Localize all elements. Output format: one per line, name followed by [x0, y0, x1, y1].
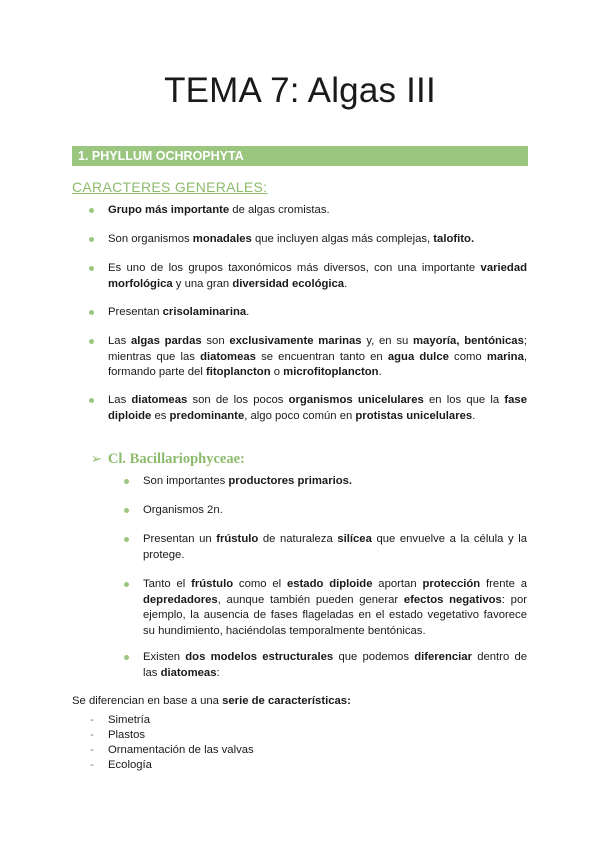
- text-run: Existen: [143, 651, 186, 663]
- list-item: [143, 503, 527, 519]
- text-run: Presentan un: [143, 533, 217, 545]
- dash-item-label: Ornamentación de las valvas: [108, 744, 254, 756]
- list-item: [143, 532, 527, 563]
- text-run: que podemos: [333, 651, 415, 663]
- list-item: [143, 474, 527, 490]
- text-run: , aunque también pueden generar: [217, 593, 404, 606]
- bold-text: protistas unicelulares: [355, 409, 473, 422]
- text-run: Organismos 2n.: [143, 504, 223, 516]
- text-run: Las: [108, 394, 132, 406]
- bold-text: diatomeas: [200, 350, 256, 363]
- text-run: de naturaleza: [258, 533, 338, 545]
- bold-text: monadales: [192, 233, 252, 245]
- arrow-bullet-icon: ➢: [91, 452, 102, 467]
- bullet-dot-icon: [89, 208, 94, 213]
- dash-item: [90, 744, 254, 756]
- dash-item-label: Ecología: [108, 759, 152, 771]
- bullet-dot-icon: [124, 479, 129, 484]
- intro-paragraph: [72, 695, 351, 707]
- bullet-dot-icon: [124, 582, 129, 587]
- bold-text: talofito.: [433, 233, 475, 245]
- list-item: [108, 305, 527, 321]
- text-run: dentro de las: [143, 651, 528, 679]
- bold-text: serie de características:: [222, 695, 351, 707]
- text-run: Tanto el: [143, 578, 192, 590]
- bold-text: estado diploide: [286, 578, 373, 590]
- text-run: en los que la: [423, 394, 505, 406]
- bold-text: diatomeas: [131, 394, 188, 406]
- bullet-dot-icon: [124, 508, 129, 513]
- dash-item: [90, 714, 151, 726]
- bold-text: organismos unicelulares: [288, 394, 424, 406]
- bold-text: mayoría, bentónicas: [413, 335, 524, 347]
- bold-text: crisolaminarina: [162, 306, 247, 318]
- bold-text: protección: [422, 578, 481, 590]
- text-run: o: [270, 366, 284, 378]
- bold-text: efectos negativos: [403, 593, 502, 606]
- bold-text: diferenciar: [414, 651, 472, 663]
- bold-text: variedad morfológica: [108, 262, 527, 290]
- bold-text: Grupo más importante: [108, 204, 230, 216]
- text-run: como el: [233, 578, 287, 590]
- text-run: , algo poco común en: [244, 409, 356, 422]
- class-heading: [91, 451, 245, 468]
- bold-text: dos modelos estructurales: [185, 651, 334, 663]
- list-item: [143, 577, 527, 639]
- bold-text: diversidad ecológica: [232, 277, 345, 290]
- bullet-dot-icon: [89, 310, 94, 315]
- text-run: es: [151, 409, 170, 422]
- list-item: [108, 261, 527, 292]
- bullet-dot-icon: [89, 339, 94, 344]
- dash-bullet-icon: -: [90, 759, 94, 771]
- text-run: .: [246, 306, 250, 318]
- dash-item: [90, 759, 152, 771]
- bold-text: frústulo: [216, 533, 259, 545]
- bold-text: marina: [486, 350, 524, 363]
- class-heading-label: Cl. Bacillariophyceae:: [107, 451, 245, 467]
- text-run: Se diferencian en base a una: [72, 695, 223, 707]
- bullet-dot-icon: [89, 398, 94, 403]
- list-item: [108, 232, 527, 248]
- list-item: [108, 203, 527, 219]
- text-run: son de los pocos: [187, 394, 289, 406]
- text-run: como: [448, 350, 487, 363]
- bold-text: frústulo: [191, 578, 234, 590]
- bullet-dot-icon: [89, 266, 94, 271]
- list-item: [108, 393, 527, 424]
- text-run: :: [216, 666, 220, 679]
- bullet-dot-icon: [124, 537, 129, 542]
- subheading: CARACTERES GENERALES:: [72, 179, 268, 195]
- bullet-dot-icon: [124, 655, 129, 660]
- text-run: Las: [108, 335, 131, 347]
- text-run: : por ejemplo, la ausencia de fases flageladas en el estado vegetativo favorece su hundimiento, haciéndolas temporalmente bentónicas.: [143, 593, 527, 637]
- bold-text: diatomeas: [160, 666, 217, 679]
- bold-text: fitoplancton: [205, 366, 271, 378]
- page-title: TEMA 7: Algas III: [164, 71, 436, 110]
- text-run: que incluyen algas más complejas,: [251, 233, 434, 245]
- bold-text: silícea: [337, 533, 372, 545]
- text-run: que envuelve a la célula y la protege.: [143, 533, 527, 561]
- text-run: y, en su: [361, 335, 414, 347]
- text-run: y una gran: [172, 277, 233, 290]
- text-run: Es uno de los grupos taxonómicos más diversos, con una importante: [108, 262, 481, 274]
- dash-item-label: Simetría: [108, 714, 151, 726]
- list-item: [143, 650, 527, 681]
- section-heading: 1. PHYLLUM OCHROPHYTA: [72, 146, 528, 166]
- bold-text: depredadores: [143, 593, 218, 606]
- text-run: Presentan: [108, 306, 163, 318]
- dash-bullet-icon: -: [90, 729, 94, 741]
- bold-text: agua dulce: [387, 350, 449, 363]
- dash-item-label: Plastos: [108, 729, 146, 741]
- text-run: son: [201, 335, 230, 347]
- bold-text: fase diploide: [108, 394, 528, 422]
- text-run: Son organismos: [108, 233, 193, 245]
- text-run: .: [472, 409, 476, 422]
- text-run: aportan: [372, 578, 423, 590]
- text-run: .: [378, 366, 382, 378]
- bold-text: predominante: [169, 409, 245, 422]
- dash-bullet-icon: -: [90, 714, 94, 726]
- text-run: Son importantes: [143, 475, 229, 487]
- dash-bullet-icon: -: [90, 744, 94, 756]
- bold-text: productores primarios.: [228, 475, 353, 487]
- bold-text: exclusivamente marinas: [229, 335, 362, 347]
- text-run: se encuentran tanto en: [255, 350, 388, 363]
- text-run: frente a: [480, 578, 527, 590]
- dash-item: [90, 729, 146, 741]
- text-run: .: [344, 277, 348, 290]
- text-run: de algas cromistas.: [229, 204, 330, 216]
- text-run: , formando parte del: [108, 350, 527, 378]
- list-item: [108, 334, 527, 381]
- bullet-dot-icon: [89, 237, 94, 242]
- text-run: ; mientras que las: [108, 335, 528, 363]
- bold-text: algas pardas: [130, 335, 202, 347]
- bold-text: microfitoplancton: [283, 366, 379, 378]
